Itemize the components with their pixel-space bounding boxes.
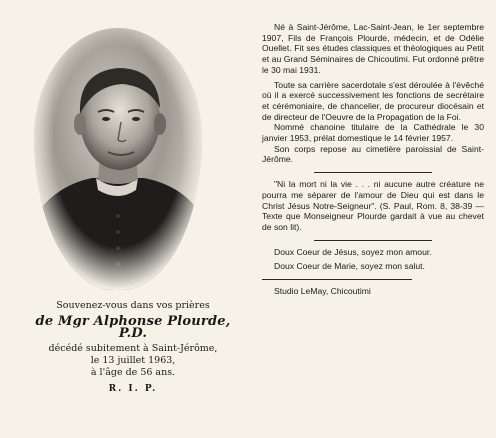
biography-panel	[262, 22, 484, 297]
remembrance-intro: Souvenez-vous dans vos prières	[56, 300, 210, 311]
deceased-name	[20, 316, 246, 340]
death-date: le 13 juillet 1963,	[90, 355, 176, 366]
name-text: Mgr Alphonse Plourde, P.D.	[58, 314, 231, 341]
divider-rule	[314, 172, 432, 173]
prayer-immaculate-heart: Doux Coeur de Marie, soyez mon salut.	[274, 261, 425, 272]
divider-rule	[314, 240, 432, 241]
bio-paragraph-birth: Né à Saint-Jérôme, Lac-Saint-Jean, le 1er septembre 1907, Fils de François Plourde, médecin, et de Odélie Ouellet. Fit ses études classiques et théologiques au Petit et au Grand Séminaires de Chicoutimi. Fut ordonné prêtre le 30 mai 1931.	[262, 22, 484, 75]
prayer-sacred-heart: Doux Coeur de Jésus, soyez mon amour.	[274, 246, 432, 257]
bio-paragraph-burial: Son corps repose au cimetière paroissial de Saint-Jérôme.	[262, 143, 484, 165]
portrait-photo	[34, 28, 202, 290]
memorial-caption	[20, 300, 246, 395]
divider-rule	[262, 279, 412, 280]
studio-credit: Studio LeMay, Chicoutimi	[274, 286, 371, 297]
rip-text: R. I. P.	[108, 384, 158, 394]
death-place: décédé subitement à Saint-Jérôme,	[48, 343, 218, 354]
scripture-quote: "Ni la mort ni la vie . . . ni aucune autre créature ne pourra me séparer de l'amour de Dieu qui est dans le Christ Jésus Notre-Seigneur". (S. Paul, Rom. 8, 38-39 — Texte que Monseigneur Plourde gardait à vue au chevet de son lit).	[262, 179, 484, 232]
bio-paragraph-career: Toute sa carrière sacerdotale s'est déroulée à l'évêché où il a exercé successivement les fonctions de secrétaire et cérémoniaire, de chancelier, de procureur diocésain et de directeur de l'Oeuvre de la Propagation de la Foi.	[262, 79, 484, 122]
name-prefix: de	[35, 314, 54, 329]
bio-paragraph-honors: Nommé chanoine titulaire de la Cathédrale le 30 janvier 1953, prélat domestique le 14 février 1957.	[262, 122, 484, 144]
age-at-death: à l'âge de 56 ans.	[90, 367, 176, 378]
portrait-image	[34, 28, 202, 290]
